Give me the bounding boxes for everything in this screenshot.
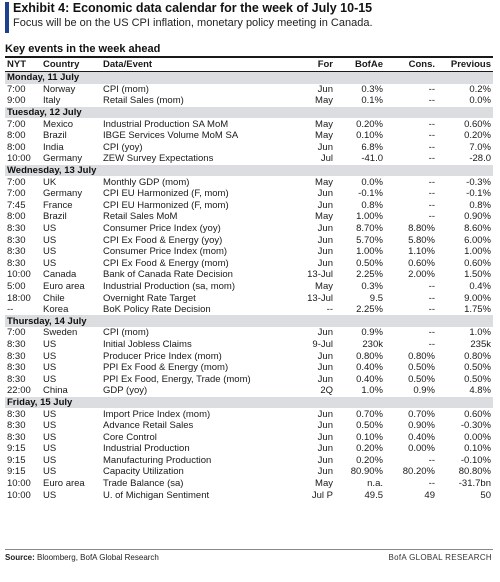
cell-for: Jun xyxy=(317,246,333,258)
cell-time: 8:30 xyxy=(7,431,26,443)
cell-bofae: 0.20% xyxy=(356,454,383,466)
cell-country: Sweden xyxy=(43,327,78,339)
cell-for: Jun xyxy=(317,234,333,246)
table-row xyxy=(5,408,493,420)
cell-cons: 5.80% xyxy=(408,234,435,246)
cell-cons: -- xyxy=(428,130,435,142)
cell-cons: 0.40% xyxy=(408,431,435,443)
cell-for: 9-Jul xyxy=(312,338,333,350)
cell-time: 8:30 xyxy=(7,257,26,269)
cell-event: CPI EU Harmonized (F, mom) xyxy=(103,188,229,200)
cell-event: GDP (yoy) xyxy=(103,385,148,397)
cell-cons: -- xyxy=(428,141,435,153)
cell-bofae: 1.0% xyxy=(361,385,383,397)
cell-for: Jun xyxy=(317,431,333,443)
cell-country: Mexico xyxy=(43,118,74,130)
cell-bofae: 1.00% xyxy=(356,246,383,258)
cell-bofae: 0.50% xyxy=(356,420,383,432)
cell-event: ZEW Survey Expectations xyxy=(103,153,214,165)
table-row xyxy=(5,304,493,316)
cell-event: Monthly GDP (mom) xyxy=(103,176,190,188)
cell-event: Trade Balance (sa) xyxy=(103,478,184,490)
cell-time: 8:30 xyxy=(7,234,26,246)
table-row xyxy=(5,431,493,443)
cell-bofae: 0.1% xyxy=(361,95,383,107)
col-header-bofae: BofAe xyxy=(355,59,383,70)
cell-bofae: n.a. xyxy=(367,478,383,490)
cell-event: Import Price Index (mom) xyxy=(103,408,211,420)
cell-previous: -0.1% xyxy=(466,188,491,200)
cell-bofae: 0.8% xyxy=(361,199,383,211)
cell-bofae: -0.1% xyxy=(358,188,383,200)
cell-event: Retail Sales MoM xyxy=(103,211,178,223)
table-row xyxy=(5,118,493,130)
cell-time: 8:30 xyxy=(7,223,26,235)
day-label: Wednesday, 13 July xyxy=(5,165,493,177)
cell-event: PPI Ex Food, Energy, Trade (mom) xyxy=(103,373,251,385)
cell-for: Jun xyxy=(317,408,333,420)
title-accent-bar xyxy=(5,2,9,33)
cell-for: Jun xyxy=(317,373,333,385)
cell-cons: 0.9% xyxy=(413,385,435,397)
cell-cons: -- xyxy=(428,95,435,107)
cell-bofae: 0.40% xyxy=(356,362,383,374)
cell-bofae: 0.20% xyxy=(356,443,383,455)
cell-event: U. of Michigan Sentiment xyxy=(103,489,210,501)
cell-event: CPI EU Harmonized (F, mom) xyxy=(103,199,229,211)
day-label: Monday, 11 July xyxy=(5,72,493,84)
table-row xyxy=(5,292,493,304)
table-row xyxy=(5,339,493,351)
cell-for: May xyxy=(315,280,333,292)
cell-event: Core Control xyxy=(103,431,157,443)
cell-cons: -- xyxy=(428,304,435,316)
cell-bofae: 0.3% xyxy=(361,83,383,95)
table-row xyxy=(5,200,493,212)
cell-event: BoK Policy Rate Decision xyxy=(103,304,211,316)
cell-previous: 80.80% xyxy=(458,466,491,478)
cell-cons: 0.50% xyxy=(408,373,435,385)
cell-event: PPI Ex Food & Energy (mom) xyxy=(103,362,229,374)
cell-previous: 0.10% xyxy=(464,443,491,455)
cell-previous: 1.0% xyxy=(469,327,491,339)
cell-country: Canada xyxy=(43,269,77,281)
cell-time: 9:15 xyxy=(7,443,26,455)
cell-time: 10:00 xyxy=(7,269,31,281)
cell-for: May xyxy=(315,211,333,223)
cell-time: 8:30 xyxy=(7,350,26,362)
cell-previous: 0.80% xyxy=(464,350,491,362)
table-row xyxy=(5,211,493,223)
cell-country: China xyxy=(43,385,68,397)
cell-for: May xyxy=(315,130,333,142)
day-header-row xyxy=(5,315,493,327)
col-header-country: Country xyxy=(43,59,80,70)
day-label: Thursday, 14 July xyxy=(5,315,493,327)
cell-event: CPI (yoy) xyxy=(103,141,143,153)
cell-cons: 0.60% xyxy=(408,257,435,269)
cell-previous: 9.00% xyxy=(464,292,491,304)
table-row xyxy=(5,176,493,188)
cell-cons: 0.80% xyxy=(408,350,435,362)
cell-for: May xyxy=(315,176,333,188)
table-row xyxy=(5,246,493,258)
cell-bofae: -41.0 xyxy=(361,153,383,165)
cell-event: Initial Jobless Claims xyxy=(103,338,192,350)
cell-previous: 1.50% xyxy=(464,269,491,281)
cell-cons: 0.70% xyxy=(408,408,435,420)
cell-country: Chile xyxy=(43,292,65,304)
cell-for: 2Q xyxy=(320,385,333,397)
cell-country: US xyxy=(43,234,57,246)
cell-country: US xyxy=(43,362,57,374)
cell-country: UK xyxy=(43,176,57,188)
cell-event: Producer Price Index (mom) xyxy=(103,350,222,362)
cell-time: 8:00 xyxy=(7,130,26,142)
cell-cons: 0.50% xyxy=(408,362,435,374)
cell-bofae: 230k xyxy=(362,338,383,350)
cell-time: 8:30 xyxy=(7,362,26,374)
cell-bofae: 2.25% xyxy=(356,304,383,316)
cell-previous: 1.75% xyxy=(464,304,491,316)
cell-event: IBGE Services Volume MoM SA xyxy=(103,130,239,142)
cell-cons: -- xyxy=(428,188,435,200)
cell-country: Germany xyxy=(43,153,83,165)
cell-time: 7:00 xyxy=(7,118,26,130)
cell-previous: 0.2% xyxy=(469,83,491,95)
cell-country: US xyxy=(43,373,57,385)
cell-event: Capacity Utilization xyxy=(103,466,184,478)
cell-time: 18:00 xyxy=(7,292,31,304)
col-header-event: Data/Event xyxy=(103,59,153,70)
cell-cons: 49 xyxy=(424,489,435,501)
cell-previous: 0.60% xyxy=(464,257,491,269)
cell-bofae: 0.20% xyxy=(356,118,383,130)
cell-previous: 0.00% xyxy=(464,431,491,443)
col-header-for: For xyxy=(317,59,333,70)
cell-event: CPI Ex Food & Energy (yoy) xyxy=(103,234,223,246)
cell-for: Jun xyxy=(317,83,333,95)
cell-previous: 6.00% xyxy=(464,234,491,246)
cell-country: US xyxy=(43,420,57,432)
table-row xyxy=(5,385,493,397)
cell-time: 9:15 xyxy=(7,454,26,466)
cell-bofae: 6.8% xyxy=(361,141,383,153)
cell-cons: -- xyxy=(428,211,435,223)
cell-bofae: 49.5 xyxy=(364,489,383,501)
cell-time: 9:15 xyxy=(7,466,26,478)
cell-cons: -- xyxy=(428,176,435,188)
cell-country: US xyxy=(43,489,57,501)
cell-for: 13-Jul xyxy=(307,292,333,304)
table-row xyxy=(5,455,493,467)
cell-country: Germany xyxy=(43,188,83,200)
cell-previous: -31.7bn xyxy=(458,478,491,490)
day-label: Tuesday, 12 July xyxy=(5,107,493,119)
table-row xyxy=(5,478,493,490)
cell-for: Jul P xyxy=(311,489,333,501)
cell-cons: 0.90% xyxy=(408,420,435,432)
cell-time: 7:45 xyxy=(7,199,26,211)
cell-cons: -- xyxy=(428,153,435,165)
col-header-time: NYT xyxy=(7,59,26,70)
section-title: Key events in the week ahead xyxy=(5,43,161,55)
cell-for: Jun xyxy=(317,327,333,339)
cell-bofae: 0.3% xyxy=(361,280,383,292)
cell-for: Jun xyxy=(317,466,333,478)
cell-for: Jun xyxy=(317,454,333,466)
table-row xyxy=(5,420,493,432)
cell-for: Jun xyxy=(317,199,333,211)
cell-bofae: 0.10% xyxy=(356,130,383,142)
table-row xyxy=(5,188,493,200)
cell-for: 13-Jul xyxy=(307,269,333,281)
cell-cons: -- xyxy=(428,454,435,466)
cell-for: -- xyxy=(326,304,333,316)
cell-cons: 1.10% xyxy=(408,246,435,258)
cell-for: Jun xyxy=(317,188,333,200)
cell-time: 8:30 xyxy=(7,420,26,432)
cell-country: US xyxy=(43,257,57,269)
cell-previous: 0.0% xyxy=(469,95,491,107)
cell-country: US xyxy=(43,350,57,362)
cell-time: 8:00 xyxy=(7,211,26,223)
cell-for: May xyxy=(315,478,333,490)
table-row xyxy=(5,84,493,96)
cell-country: Brazil xyxy=(43,130,67,142)
table-row xyxy=(5,327,493,339)
table-row xyxy=(5,95,493,107)
cell-bofae: 0.9% xyxy=(361,327,383,339)
cell-time: 22:00 xyxy=(7,385,31,397)
cell-cons: -- xyxy=(428,478,435,490)
cell-bofae: 0.10% xyxy=(356,431,383,443)
cell-time: 8:00 xyxy=(7,141,26,153)
cell-country: US xyxy=(43,443,57,455)
cell-time: 8:30 xyxy=(7,373,26,385)
table-row xyxy=(5,466,493,478)
cell-event: Advance Retail Sales xyxy=(103,420,194,432)
cell-event: Industrial Production (sa, mom) xyxy=(103,280,235,292)
table-row xyxy=(5,350,493,362)
cell-bofae: 0.40% xyxy=(356,373,383,385)
table-row xyxy=(5,234,493,246)
cell-bofae: 8.70% xyxy=(356,223,383,235)
cell-bofae: 2.25% xyxy=(356,269,383,281)
cell-previous: 50 xyxy=(480,489,491,501)
calendar-table xyxy=(5,58,493,501)
cell-cons: -- xyxy=(428,83,435,95)
cell-previous: 0.4% xyxy=(469,280,491,292)
cell-country: US xyxy=(43,408,57,420)
cell-previous: 1.00% xyxy=(464,246,491,258)
source-note xyxy=(5,553,159,562)
cell-country: US xyxy=(43,454,57,466)
cell-cons: 0.00% xyxy=(408,443,435,455)
cell-previous: 0.8% xyxy=(469,199,491,211)
cell-time: 5:00 xyxy=(7,280,26,292)
cell-cons: -- xyxy=(428,338,435,350)
exhibit-title: Exhibit 4: Economic data calendar for the week of July 10-15 xyxy=(13,1,373,15)
brand-logo-text: BofA GLOBAL RESEARCH xyxy=(388,553,492,562)
cell-time: 8:30 xyxy=(7,246,26,258)
cell-cons: -- xyxy=(428,199,435,211)
table-row xyxy=(5,281,493,293)
cell-cons: -- xyxy=(428,292,435,304)
cell-event: Retail Sales (mom) xyxy=(103,95,184,107)
cell-event: Manufacturing Production xyxy=(103,454,212,466)
cell-country: US xyxy=(43,431,57,443)
cell-previous: 4.8% xyxy=(469,385,491,397)
source-label: Source: xyxy=(5,553,35,562)
table-row xyxy=(5,223,493,235)
cell-event: Overnight Rate Target xyxy=(103,292,196,304)
cell-event: Industrial Production xyxy=(103,443,190,455)
cell-event: Consumer Price Index (yoy) xyxy=(103,223,221,235)
cell-previous: 0.60% xyxy=(464,408,491,420)
col-header-cons: Cons. xyxy=(408,59,435,70)
cell-previous: 0.20% xyxy=(464,130,491,142)
cell-bofae: 0.80% xyxy=(356,350,383,362)
cell-country: Brazil xyxy=(43,211,67,223)
cell-time: 10:00 xyxy=(7,489,31,501)
day-label: Friday, 15 July xyxy=(5,397,493,409)
cell-previous: -0.3% xyxy=(466,176,491,188)
day-header-row xyxy=(5,165,493,177)
table-row xyxy=(5,130,493,142)
cell-country: Italy xyxy=(43,95,61,107)
cell-time: 10:00 xyxy=(7,153,31,165)
table-row xyxy=(5,362,493,374)
day-header-row xyxy=(5,72,493,84)
cell-country: US xyxy=(43,338,57,350)
cell-time: 7:00 xyxy=(7,83,26,95)
table-row xyxy=(5,443,493,455)
cell-for: May xyxy=(315,118,333,130)
table-row xyxy=(5,489,493,501)
cell-country: France xyxy=(43,199,73,211)
cell-event: CPI (mom) xyxy=(103,327,149,339)
cell-previous: -0.30% xyxy=(460,420,491,432)
table-row xyxy=(5,258,493,270)
cell-event: CPI (mom) xyxy=(103,83,149,95)
cell-cons: -- xyxy=(428,118,435,130)
cell-previous: 8.60% xyxy=(464,223,491,235)
cell-previous: 7.0% xyxy=(469,141,491,153)
cell-cons: -- xyxy=(428,327,435,339)
table-row xyxy=(5,142,493,154)
table-header-row xyxy=(5,58,493,72)
cell-time: 9:00 xyxy=(7,95,26,107)
cell-cons: 8.80% xyxy=(408,223,435,235)
cell-previous: 0.60% xyxy=(464,118,491,130)
cell-bofae: 0.0% xyxy=(361,176,383,188)
cell-cons: 80.20% xyxy=(402,466,435,478)
cell-for: Jul xyxy=(320,153,333,165)
cell-time: 7:00 xyxy=(7,327,26,339)
cell-for: Jun xyxy=(317,420,333,432)
cell-country: US xyxy=(43,223,57,235)
cell-time: 7:00 xyxy=(7,188,26,200)
cell-country: Norway xyxy=(43,83,76,95)
cell-country: India xyxy=(43,141,64,153)
cell-bofae: 0.50% xyxy=(356,257,383,269)
day-header-row xyxy=(5,397,493,409)
source-text: Bloomberg, BofA Global Research xyxy=(37,553,159,562)
cell-for: Jun xyxy=(317,362,333,374)
cell-event: Consumer Price Index (mom) xyxy=(103,246,228,258)
cell-for: Jun xyxy=(317,257,333,269)
cell-previous: -0.10% xyxy=(460,454,491,466)
cell-previous: 0.50% xyxy=(464,362,491,374)
cell-for: Jun xyxy=(317,350,333,362)
cell-cons: -- xyxy=(428,280,435,292)
exhibit-subtitle: Focus will be on the US CPI inflation, monetary policy meeting in Canada. xyxy=(13,17,373,29)
cell-time: 8:30 xyxy=(7,338,26,350)
table-body xyxy=(5,72,493,501)
cell-bofae: 80.90% xyxy=(350,466,383,478)
cell-country: Euro area xyxy=(43,478,85,490)
table-bottom-rule xyxy=(5,549,493,550)
cell-time: -- xyxy=(7,304,14,316)
cell-bofae: 1.00% xyxy=(356,211,383,223)
day-header-row xyxy=(5,107,493,119)
cell-event: Industrial Production SA MoM xyxy=(103,118,229,130)
cell-time: 8:30 xyxy=(7,408,26,420)
cell-bofae: 5.70% xyxy=(356,234,383,246)
cell-bofae: 0.70% xyxy=(356,408,383,420)
cell-cons: 2.00% xyxy=(408,269,435,281)
cell-bofae: 9.5 xyxy=(369,292,383,304)
cell-for: May xyxy=(315,95,333,107)
cell-country: US xyxy=(43,246,57,258)
cell-country: Korea xyxy=(43,304,69,316)
table-row xyxy=(5,373,493,385)
cell-for: Jun xyxy=(317,223,333,235)
cell-time: 10:00 xyxy=(7,478,31,490)
cell-previous: -28.0 xyxy=(469,153,491,165)
cell-previous: 0.90% xyxy=(464,211,491,223)
table-row xyxy=(5,269,493,281)
cell-for: Jun xyxy=(317,443,333,455)
cell-event: CPI Ex Food & Energy (mom) xyxy=(103,257,229,269)
col-header-previous: Previous xyxy=(450,59,491,70)
cell-for: Jun xyxy=(317,141,333,153)
table-row xyxy=(5,153,493,165)
cell-event: Bank of Canada Rate Decision xyxy=(103,269,233,281)
cell-time: 7:00 xyxy=(7,176,26,188)
cell-previous: 0.50% xyxy=(464,373,491,385)
cell-country: Euro area xyxy=(43,280,85,292)
cell-previous: 235k xyxy=(470,338,491,350)
cell-country: US xyxy=(43,466,57,478)
